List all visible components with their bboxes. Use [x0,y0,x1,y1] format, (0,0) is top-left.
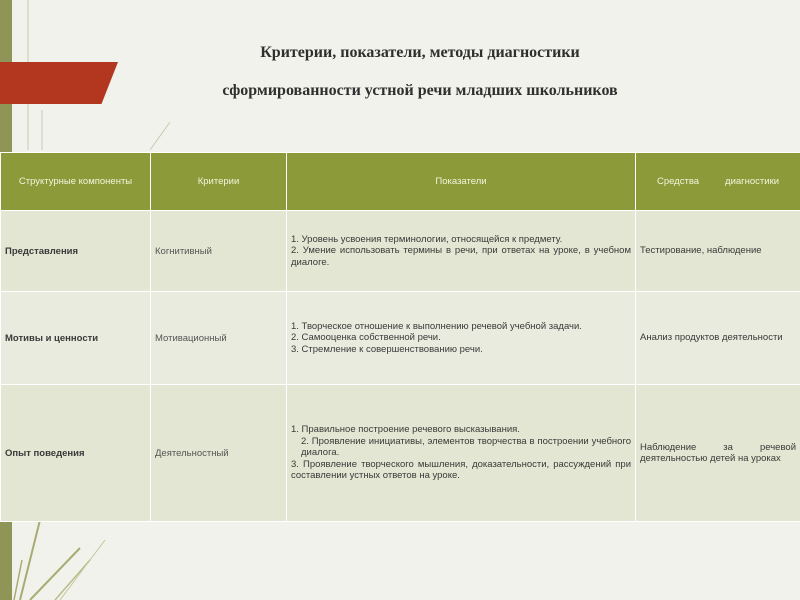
table-row [1,385,800,522]
header-criteria: Критерии [151,153,287,211]
indicator-item: 3. Стремление к совершенствованию речи. [291,343,483,355]
indicator-item: 2. Умение использовать термины в речи, при ответах на уроке, в учебном диалоге. [291,245,631,268]
means-cell: Наблюдение за речевой деятельностью детей на уроках [636,385,800,522]
title-line-2: сформированности устной речи младших школьников [222,82,618,99]
indicators-cell [287,211,636,292]
indicator-item: 1. Творческое отношение к выполнению речевой учебной задачи. [291,320,582,332]
criterion-cell: Мотивационный [151,292,287,385]
red-accent-tab [0,62,118,104]
indicator-item: 1. Правильное построение речевого высказывания. [291,424,520,436]
header-means-word1: Средства [656,176,700,187]
component-cell: Опыт поведения [1,385,151,522]
criterion-cell: Деятельностный [151,385,287,522]
header-indicators: Показатели [287,153,636,211]
header-components: Структурные компоненты [1,153,151,211]
header-means [636,153,800,211]
indicators-cell [287,292,636,385]
component-cell: Представления [1,211,151,292]
indicators-cell [287,385,636,522]
diagnostics-table [0,152,800,522]
header-means-word2: диагностики [725,176,780,187]
title-line-1: Критерии, показатели, методы диагностики [260,44,580,61]
indicator-item: 2. Самооценка собственной речи. [291,332,441,344]
means-cell: Анализ продуктов деятельности [636,292,800,385]
slide-title [160,34,680,110]
table-row [1,292,800,385]
indicator-item: 2. Проявление инициативы, элементов творчества в построении учебного диалога. [301,435,631,459]
table-header-row [1,153,800,211]
indicator-item: 1. Уровень усвоения терминологии, относящейся к предмету. [291,233,563,245]
means-cell: Тестирование, наблюдение [636,211,800,292]
table-row [1,211,800,292]
criterion-cell: Когнитивный [151,211,287,292]
indicator-item: 3. Проявление творческого мышления, доказательности, рассуждений при составлении устных ответов на уроке. [291,458,631,482]
component-cell: Мотивы и ценности [1,292,151,385]
